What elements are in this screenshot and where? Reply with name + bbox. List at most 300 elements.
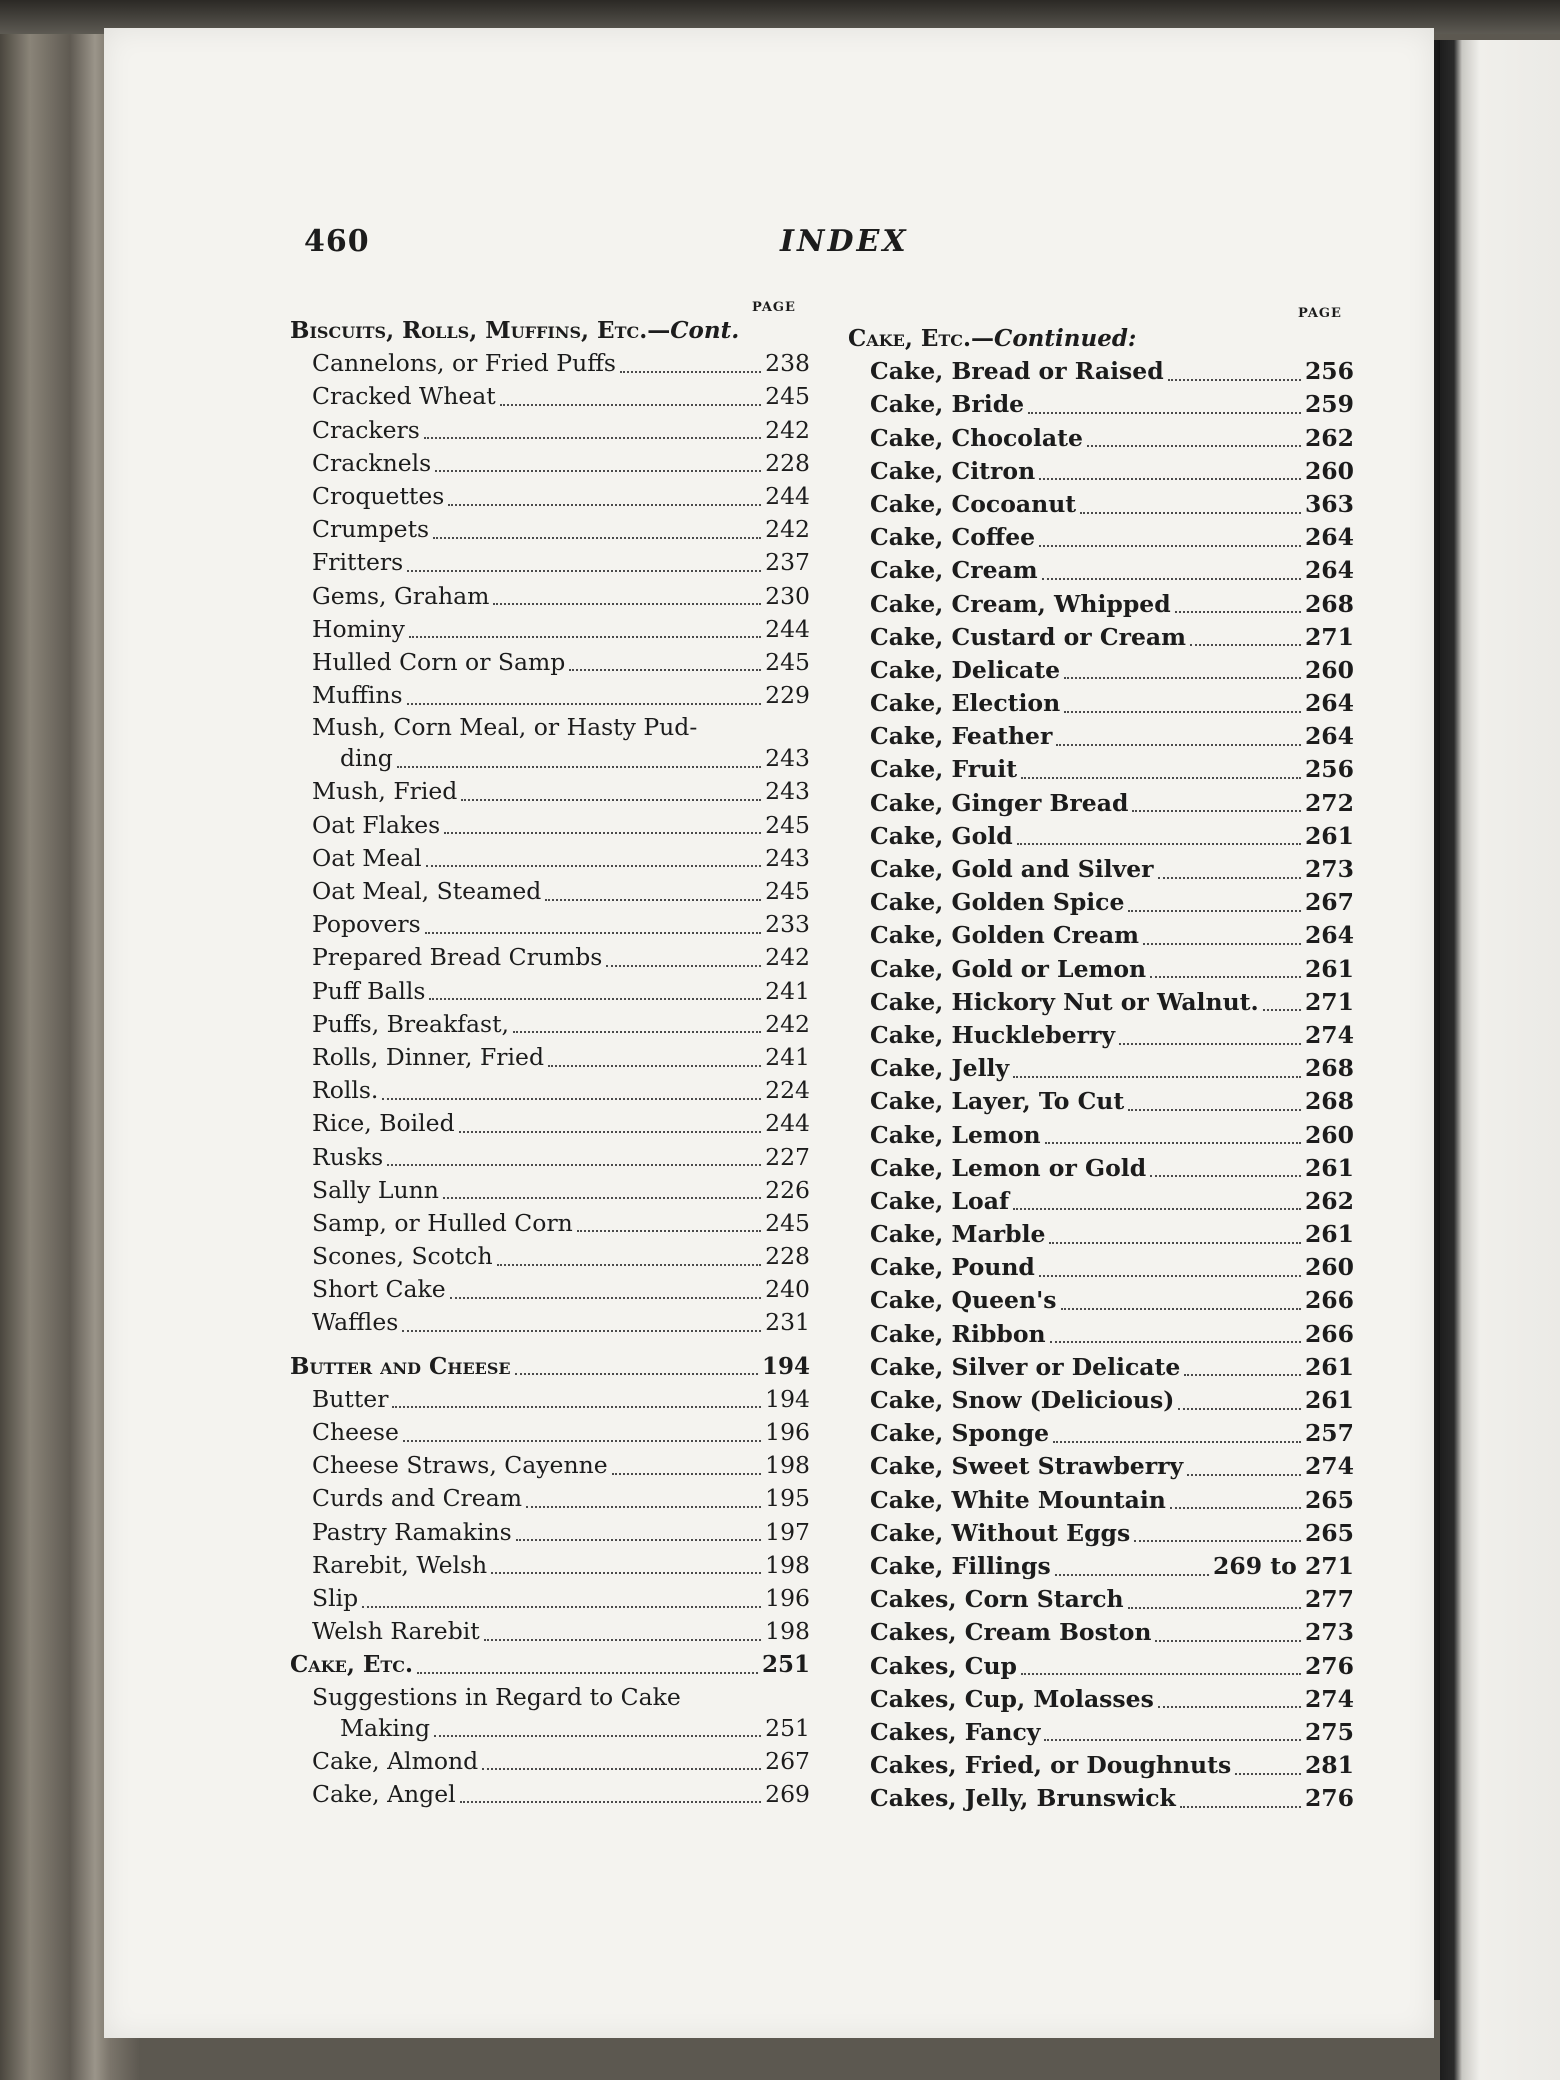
leader-dots	[1132, 810, 1301, 812]
index-entry	[290, 414, 810, 447]
index-entry-text: Cake, Marble	[870, 1220, 1046, 1249]
page-ref: 363	[1304, 489, 1354, 518]
index-entry-text: Cake, Ginger Bread	[870, 788, 1129, 817]
index-entry-text: Croquettes	[312, 481, 445, 510]
page-ref: 228	[765, 1242, 810, 1271]
leader-dots	[1049, 1242, 1300, 1244]
leader-dots	[461, 799, 761, 801]
index-entry-text: Cake, Lemon	[870, 1120, 1041, 1149]
page-ref: 264	[1304, 689, 1354, 718]
index-entry-text: Cake, Huckleberry	[870, 1020, 1116, 1049]
leader-dots	[1180, 1806, 1301, 1808]
index-entry-text: Cake, Bread or Raised	[870, 357, 1164, 386]
index-entry	[848, 1052, 1354, 1085]
index-entry	[848, 720, 1354, 753]
page-ref: 268	[1304, 1054, 1354, 1083]
index-entry	[848, 554, 1354, 587]
page-ref: 264	[1304, 556, 1354, 585]
leader-dots	[516, 1539, 761, 1541]
index-entry-text: Puff Balls	[312, 976, 426, 1005]
index-entry	[848, 1318, 1354, 1351]
leader-dots	[1080, 512, 1301, 514]
index-entry-text: Cheese Straws, Cayenne	[312, 1451, 608, 1480]
page-ref: 274	[1304, 1452, 1354, 1481]
index-entry	[848, 1152, 1354, 1185]
leader-dots	[1044, 1739, 1301, 1741]
page-ref: 251	[761, 1651, 810, 1679]
index-entry	[848, 1085, 1354, 1118]
page-ref: 276	[1304, 1784, 1354, 1813]
section-heading	[290, 1350, 810, 1383]
index-entry-text: Cake, Gold or Lemon	[870, 954, 1147, 983]
index-entry	[290, 1273, 810, 1306]
index-entry-text: Mush, Fried	[312, 777, 458, 806]
leader-dots	[1187, 1474, 1301, 1476]
leader-dots	[484, 1639, 761, 1641]
index-entry-text: Samp, or Hulled Corn	[312, 1208, 573, 1237]
page-ref: 241	[765, 976, 810, 1005]
index-entry-text: Rolls, Dinner, Fried	[312, 1042, 545, 1071]
index-entry	[848, 1616, 1354, 1649]
page-ref: 224	[765, 1076, 810, 1105]
index-entry	[290, 613, 810, 646]
index-entry	[848, 1450, 1354, 1483]
index-entry	[848, 588, 1354, 621]
index-entry-text: Hominy	[312, 614, 405, 643]
index-entry-text: Cake, Silver or Delicate	[870, 1352, 1181, 1381]
page-ref: 268	[1304, 1087, 1354, 1116]
leader-dots	[443, 1197, 761, 1199]
index-entry-text: Cake, Feather	[870, 722, 1053, 751]
index-entry-text: Oat Meal, Steamed	[312, 877, 542, 905]
leader-dots	[1143, 943, 1301, 945]
leader-dots	[1017, 843, 1301, 845]
index-entry	[290, 546, 810, 579]
index-entry	[290, 1416, 810, 1449]
leader-dots	[362, 1606, 761, 1608]
index-entry-text: Cake, Custard or Cream	[870, 622, 1186, 651]
leader-dots	[407, 703, 762, 705]
entry-list	[848, 355, 1354, 1815]
index-entry	[848, 687, 1354, 720]
section-heading-text: Butter and Cheese	[290, 1352, 511, 1380]
index-entry-text: Cakes, Cream Boston	[870, 1618, 1152, 1647]
entry-list	[290, 347, 810, 1339]
page-ref: 198	[765, 1451, 810, 1480]
leader-dots	[482, 1768, 761, 1770]
index-entry-text: Cake, Snow (Delicious)	[870, 1386, 1175, 1414]
page-ref: 243	[765, 777, 810, 806]
index-entry	[848, 1650, 1354, 1683]
leader-dots	[1128, 910, 1300, 912]
page-ref: 240	[765, 1275, 810, 1304]
index-entry-text: Cake, Layer, To Cut	[870, 1087, 1125, 1116]
page-ref: 231	[765, 1308, 810, 1337]
leader-dots	[493, 603, 761, 605]
index-entry	[290, 941, 810, 974]
index-entry-continuation: Making	[340, 1713, 431, 1742]
index-entry	[290, 1449, 810, 1482]
leader-dots	[577, 1230, 761, 1232]
leader-dots	[620, 371, 761, 373]
page-ref: 260	[1304, 655, 1354, 684]
page-ref: 264	[1304, 523, 1354, 552]
facing-page-edge	[1440, 40, 1560, 2080]
leader-dots	[1039, 545, 1301, 547]
page-ref: 276	[1304, 1651, 1354, 1680]
section-heading-text: Cake, Etc.	[290, 1651, 414, 1679]
index-entry-text: Cake, Citron	[870, 456, 1036, 485]
index-entry	[848, 1683, 1354, 1716]
section-heading-suffix: Cont.	[670, 317, 740, 344]
index-entry-text: Cake, Angel	[312, 1779, 456, 1808]
index-entry-text: Rarebit, Welsh	[312, 1550, 488, 1579]
index-entry	[290, 1207, 810, 1240]
index-entry	[290, 809, 810, 842]
page-ref: 194	[761, 1352, 810, 1380]
leader-dots	[429, 998, 761, 1000]
index-entry-text: Curds and Cream	[312, 1484, 522, 1513]
index-entry	[848, 1351, 1354, 1384]
index-entry	[848, 1019, 1354, 1052]
page-ref: 195	[765, 1484, 810, 1513]
index-entry	[848, 1484, 1354, 1517]
page-ref: 242	[765, 943, 810, 972]
page-ref: 267	[765, 1746, 810, 1775]
index-entry-continuation: ding	[340, 744, 393, 773]
leader-dots	[1178, 1408, 1301, 1410]
index-entry	[848, 753, 1354, 786]
index-entry-text: Cake, Golden Spice	[870, 888, 1125, 917]
index-entry-text: Cakes, Cup, Molasses	[870, 1684, 1154, 1713]
leader-dots	[1039, 1275, 1301, 1277]
section-heading	[848, 322, 1354, 355]
index-entry	[848, 986, 1354, 1019]
index-entry	[848, 654, 1354, 687]
index-entry	[848, 953, 1354, 986]
index-entry	[848, 1550, 1354, 1583]
index-entry	[848, 355, 1354, 388]
index-entry	[848, 1185, 1354, 1218]
index-entry-text: Gems, Graham	[312, 581, 490, 610]
page-ref: 259	[1304, 390, 1354, 419]
leader-dots	[425, 932, 761, 934]
index-entry	[290, 1074, 810, 1107]
leader-dots	[1175, 611, 1301, 613]
index-entry-text: Cake, Sponge	[870, 1419, 1050, 1448]
leader-dots	[1158, 1706, 1301, 1708]
index-entry	[848, 1583, 1354, 1616]
index-entry-text: Cracknels	[312, 448, 432, 477]
index-entry	[290, 1041, 810, 1074]
page-ref: 245	[765, 877, 810, 905]
page-ref: 243	[765, 843, 810, 872]
page-ref: 274	[1304, 1684, 1354, 1713]
leader-dots	[1184, 1374, 1301, 1376]
leader-dots	[1263, 1009, 1301, 1011]
leader-dots	[403, 1440, 761, 1442]
index-entry	[290, 1615, 810, 1648]
leader-dots	[1021, 1673, 1301, 1675]
leader-dots	[1235, 1773, 1301, 1775]
index-entry-text: Cakes, Jelly, Brunswick	[870, 1784, 1176, 1813]
running-head: INDEX	[780, 224, 909, 259]
page-ref: 261	[1304, 821, 1354, 850]
leader-dots	[426, 865, 761, 867]
leader-dots	[1170, 1507, 1301, 1509]
index-entry-text: Cake, Pound	[870, 1253, 1035, 1282]
leader-dots	[1150, 976, 1301, 978]
section-heading	[290, 1648, 810, 1681]
index-entry	[848, 422, 1354, 455]
page-ref: 262	[1304, 1186, 1354, 1215]
page-ref: 244	[765, 481, 810, 510]
leader-dots	[513, 1031, 761, 1033]
index-entry	[290, 1549, 810, 1582]
page-ref: 194	[765, 1384, 810, 1413]
leader-dots	[1053, 1441, 1301, 1443]
index-entry	[290, 742, 810, 775]
leader-dots	[1158, 877, 1301, 879]
index-entry-text: Pastry Ramakins	[312, 1517, 512, 1546]
page-ref: 196	[765, 1583, 810, 1612]
page-ref: 228	[765, 448, 810, 477]
index-entry	[848, 820, 1354, 853]
index-entry	[290, 775, 810, 808]
index-entry	[848, 1417, 1354, 1450]
index-entry	[848, 521, 1354, 554]
index-entry-text: Slip	[312, 1583, 359, 1612]
leader-dots	[433, 537, 761, 539]
leader-dots	[1064, 677, 1301, 679]
index-entry	[290, 1516, 810, 1549]
page-ref: 273	[1304, 1618, 1354, 1647]
page-ref: 233	[765, 910, 810, 939]
index-entry-text: Waffles	[312, 1308, 399, 1337]
index-entry	[290, 580, 810, 613]
page-ref: 256	[1304, 357, 1354, 386]
leader-dots	[1064, 711, 1301, 713]
index-entry	[848, 1284, 1354, 1317]
page-ref: 230	[765, 581, 810, 610]
index-entry	[848, 1517, 1354, 1550]
page-ref: 265	[1304, 1485, 1354, 1514]
page-ref: 245	[765, 1208, 810, 1237]
index-entry-text: Cake, Almond	[312, 1746, 479, 1775]
index-entry-text: Puffs, Breakfast,	[312, 1009, 509, 1038]
leader-dots	[459, 1131, 762, 1133]
page-ref: 266	[1304, 1319, 1354, 1348]
page-ref: 256	[1304, 755, 1354, 784]
index-entry	[290, 1582, 810, 1615]
leader-dots	[548, 1065, 761, 1067]
index-entry	[290, 447, 810, 480]
index-entry	[290, 1383, 810, 1416]
index-entry	[848, 1119, 1354, 1152]
page-ref: 271	[1304, 987, 1354, 1016]
page-ref: 273	[1304, 855, 1354, 883]
leader-dots	[612, 1473, 762, 1475]
leader-dots	[1128, 1607, 1301, 1609]
index-entry	[290, 875, 810, 908]
index-entry	[290, 1482, 810, 1515]
page-ref: 244	[765, 614, 810, 643]
index-entry-text: Rice, Boiled	[312, 1109, 455, 1138]
index-entry	[290, 975, 810, 1008]
leader-dots	[526, 1506, 761, 1508]
leader-dots	[1128, 1109, 1301, 1111]
index-entry	[848, 886, 1354, 919]
leader-dots	[1013, 1076, 1301, 1078]
page-ref: 261	[1304, 1386, 1354, 1414]
leader-dots	[392, 1406, 761, 1408]
page-ref: 275	[1304, 1717, 1354, 1746]
index-entry-text: Prepared Bread Crumbs	[312, 943, 603, 972]
page-ref: 227	[765, 1142, 810, 1171]
entry-list	[290, 1682, 810, 1812]
index-entry	[290, 908, 810, 941]
index-entry	[290, 380, 810, 413]
index-entry-text: Cake, Loaf	[870, 1186, 1010, 1215]
index-entry	[290, 1240, 810, 1273]
index-entry-text: Cake, Without Eggs	[870, 1518, 1131, 1547]
leader-dots	[1150, 1175, 1301, 1177]
index-entry-text: Scones, Scotch	[312, 1242, 493, 1271]
leader-dots	[1039, 478, 1301, 480]
index-entry	[848, 919, 1354, 952]
leader-dots	[1119, 1043, 1301, 1045]
leader-dots	[500, 404, 761, 406]
index-entry-text: Cracked Wheat	[312, 382, 496, 411]
leader-dots	[569, 669, 761, 671]
page-ref: 269	[765, 1779, 810, 1808]
index-entry-text: Cake, Coffee	[870, 523, 1036, 552]
page-ref: 260	[1304, 456, 1354, 485]
leader-dots	[1021, 777, 1301, 779]
page-ref: 261	[1304, 1153, 1354, 1182]
leader-dots	[450, 1297, 761, 1299]
page-ref: 269 to 271	[1213, 1551, 1354, 1580]
leader-dots	[606, 965, 761, 967]
leader-dots	[497, 1264, 762, 1266]
index-entry	[290, 1008, 810, 1041]
page-ref: 274	[1304, 1020, 1354, 1049]
leader-dots	[1190, 644, 1301, 646]
page-ref: 281	[1304, 1751, 1354, 1780]
index-entry	[848, 621, 1354, 654]
page-ref: 260	[1304, 1120, 1354, 1149]
page-ref: 267	[1304, 888, 1354, 917]
leader-dots	[491, 1572, 761, 1574]
leader-dots	[1056, 744, 1301, 746]
page-ref: 242	[765, 415, 810, 444]
index-entry-text: Cake, Chocolate	[870, 423, 1083, 452]
index-entry-text: Popovers	[312, 910, 421, 939]
page-ref: 237	[765, 548, 810, 577]
page-ref: 241	[765, 1042, 810, 1071]
section-heading-text: Biscuits, Rolls, Muffins, Etc.—	[290, 317, 671, 344]
page-ref: 251	[765, 1713, 810, 1742]
index-entry-text: Cake, Election	[870, 689, 1061, 718]
index-entry	[290, 842, 810, 875]
page-ref: 196	[765, 1418, 810, 1446]
index-entry-text: Cheese	[312, 1418, 399, 1446]
page-ref: 260	[1304, 1253, 1354, 1282]
page-ref: 262	[1304, 423, 1354, 452]
page-ref: 261	[1304, 1220, 1354, 1249]
leader-dots	[424, 437, 761, 439]
index-entry	[290, 513, 810, 546]
page-ref: 268	[1304, 589, 1354, 618]
index-entry-text: Cakes, Corn Starch	[870, 1585, 1124, 1614]
index-entry	[848, 1749, 1354, 1782]
index-column-right	[848, 322, 1354, 1815]
page-number: 460	[304, 224, 370, 259]
index-entry	[290, 646, 810, 679]
index-entry-text: Sally Lunn	[312, 1175, 439, 1204]
index-entry	[848, 1251, 1354, 1284]
index-entry-text: Short Cake	[312, 1275, 446, 1304]
index-entry	[848, 787, 1354, 820]
index-entry	[848, 388, 1354, 421]
index-entry-text: Cakes, Fancy	[870, 1717, 1041, 1746]
leader-dots	[1061, 1308, 1301, 1310]
page-ref: 277	[1304, 1585, 1354, 1614]
index-entry-text: Cake, Sweet Strawberry	[870, 1452, 1184, 1481]
leader-dots	[545, 899, 761, 901]
index-entry-text: Crackers	[312, 415, 420, 444]
leader-dots	[460, 1801, 761, 1803]
page-ref: 261	[1304, 954, 1354, 983]
page-column-marker-right: PAGE	[1298, 306, 1342, 321]
page-ref: 198	[765, 1617, 810, 1646]
index-entry-text: Cake, Cream, Whipped	[870, 589, 1171, 618]
leader-dots	[1168, 379, 1301, 381]
page-ref: 261	[1304, 1352, 1354, 1381]
entry-list	[290, 1383, 810, 1649]
index-entry	[848, 1384, 1354, 1417]
index-column-left	[290, 314, 810, 1811]
index-entry-text: Fritters	[312, 548, 404, 577]
leader-dots	[397, 766, 761, 768]
index-entry-text: Cake, Delicate	[870, 655, 1061, 684]
leader-dots	[1087, 445, 1301, 447]
leader-dots	[402, 1330, 761, 1332]
index-entry-text: Cake, White Mountain	[870, 1485, 1166, 1514]
leader-dots	[1013, 1208, 1301, 1210]
leader-dots	[417, 1672, 758, 1674]
leader-dots	[1055, 1574, 1209, 1576]
page-ref: 226	[765, 1175, 810, 1204]
page-column-marker-left: PAGE	[752, 300, 796, 315]
page-ref: 243	[765, 744, 810, 773]
page-ref: 245	[765, 647, 810, 676]
page-ref: 271	[1304, 622, 1354, 651]
page-ref: 272	[1304, 788, 1354, 817]
page-ref: 198	[765, 1550, 810, 1579]
page-ref: 242	[765, 515, 810, 544]
index-entry	[848, 853, 1354, 886]
index-entry	[290, 1778, 810, 1811]
leader-dots	[444, 832, 761, 834]
index-entry-text: Welsh Rarebit	[312, 1617, 480, 1646]
leader-dots	[407, 570, 761, 572]
index-entry-text: Cake, Jelly	[870, 1054, 1010, 1083]
index-entry-text: Muffins	[312, 681, 403, 710]
leader-dots	[387, 1164, 761, 1166]
index-entry-text: Butter	[312, 1384, 389, 1413]
index-entry-text: Oat Flakes	[312, 810, 441, 839]
